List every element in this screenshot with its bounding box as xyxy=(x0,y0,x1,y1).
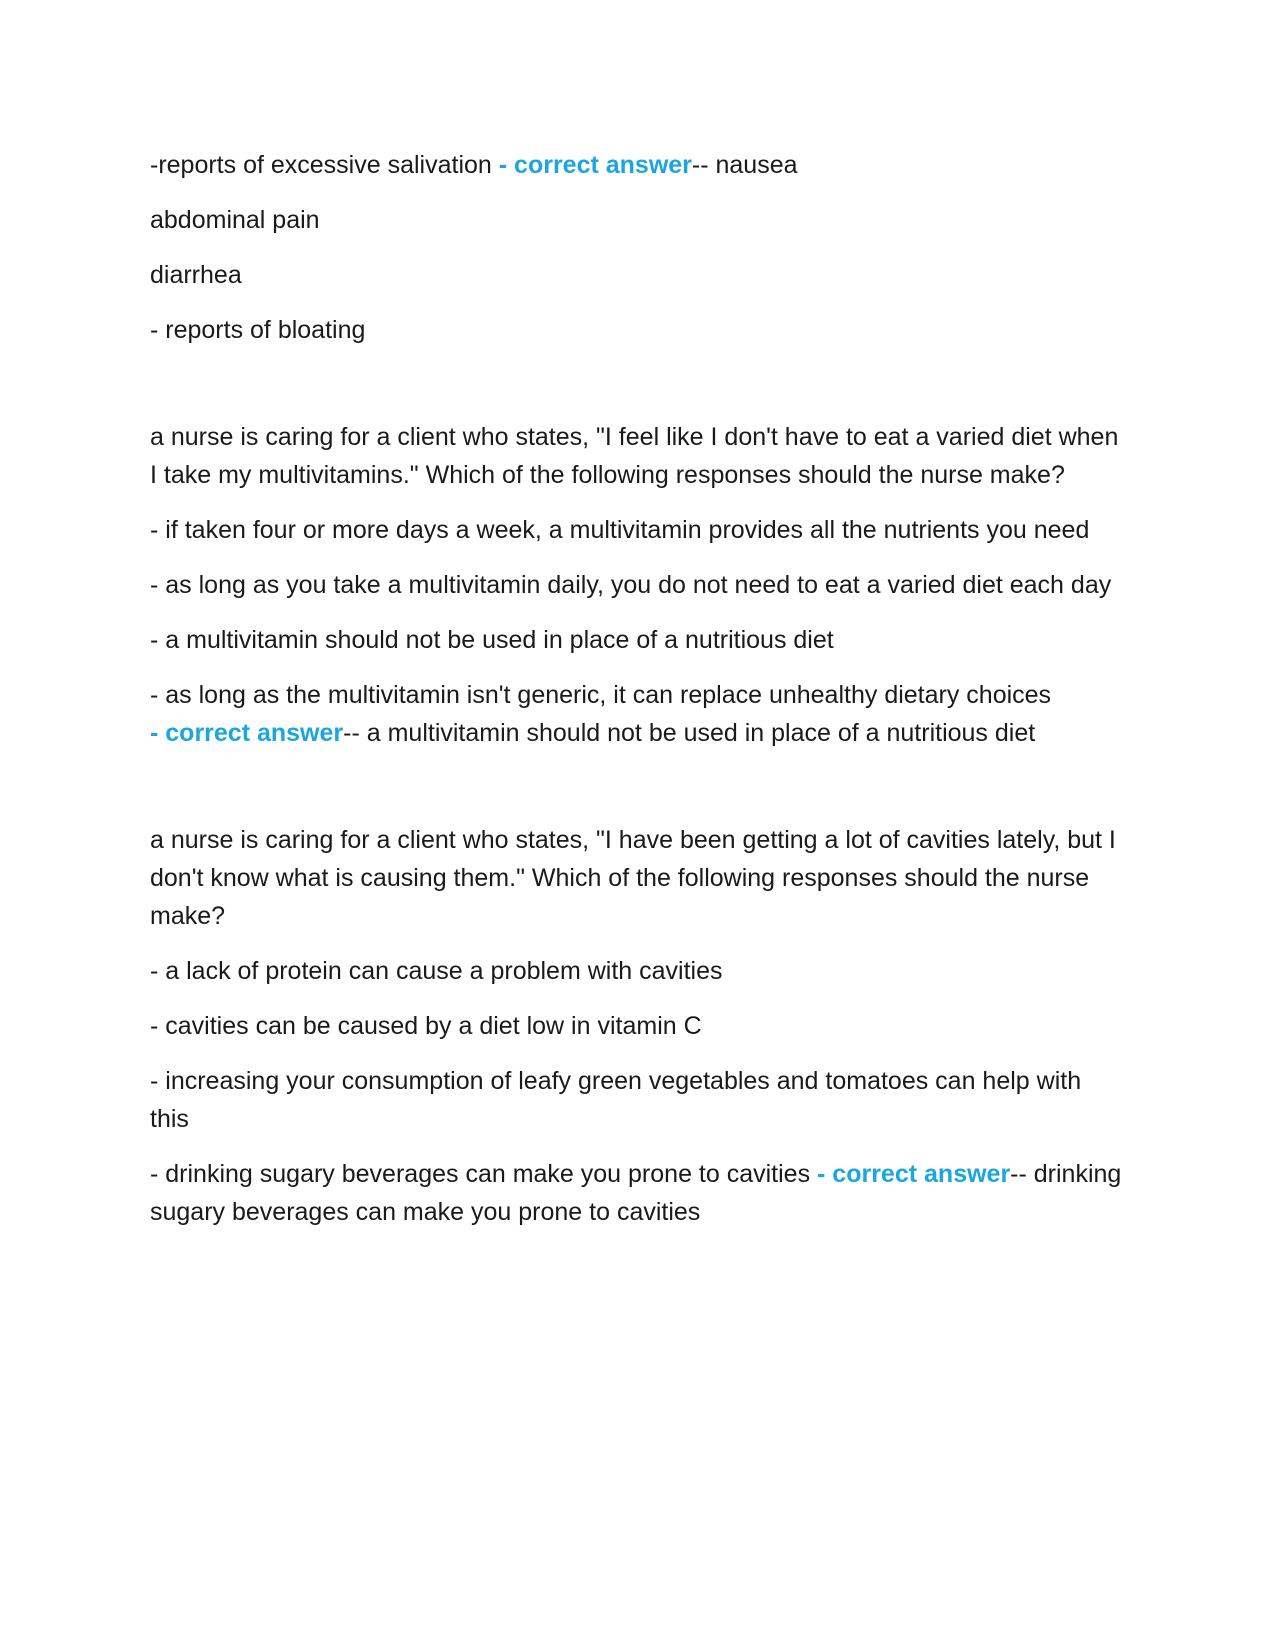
spacer xyxy=(150,769,1125,821)
answer-line: -reports of excessive salivation - correct answer-- nausea xyxy=(150,151,798,179)
option-item: - as long as you take a multivitamin daily, you do not need to eat a varied diet each day xyxy=(150,571,1112,599)
option-item: - cavities can be caused by a diet low in vitamin C xyxy=(150,1012,702,1040)
option-item: - a multivitamin should not be used in place of a nutritious diet xyxy=(150,626,834,654)
correct-answer-text: -- drinking sugary beverages can make you prone to cavities xyxy=(150,1160,1122,1226)
question-text: a nurse is caring for a client who states, "I have been getting a lot of cavities lately, but I don't know what is causing them." Which of the following responses should the nurse make? xyxy=(150,826,1116,930)
spacer xyxy=(150,366,1125,418)
answer-item: diarrhea xyxy=(150,261,242,289)
correct-answer-label: - correct answer xyxy=(817,1160,1011,1188)
answer-item: abdominal pain xyxy=(150,206,320,234)
option-item-with-answer: - as long as the multivitamin isn't generic, it can replace unhealthy dietary choices - correct answer-- a multivitamin should not be used in place of a nutritious diet xyxy=(150,681,1052,747)
correct-answer-label: - correct answer xyxy=(150,719,344,747)
question-text: a nurse is caring for a client who states, "I feel like I don't have to eat a varied diet when I take my multivitamins." Which of the following responses should the nurse make? xyxy=(150,423,1119,489)
option-item: - a lack of protein can cause a problem with cavities xyxy=(150,957,723,985)
answer-item: - reports of bloating xyxy=(150,316,366,344)
option-item: - if taken four or more days a week, a multivitamin provides all the nutrients you need xyxy=(150,516,1090,544)
document-content xyxy=(150,146,1125,1248)
correct-answer-text: -- a multivitamin should not be used in place of a nutritious diet xyxy=(343,719,1036,747)
correct-answer-label: - correct answer xyxy=(498,151,692,179)
option-item: - increasing your consumption of leafy green vegetables and tomatoes can help with this xyxy=(150,1067,1082,1133)
option-item-with-answer: - drinking sugary beverages can make you prone to cavities - correct answer-- drinking sugary beverages can make you prone to cavities xyxy=(150,1160,1122,1226)
